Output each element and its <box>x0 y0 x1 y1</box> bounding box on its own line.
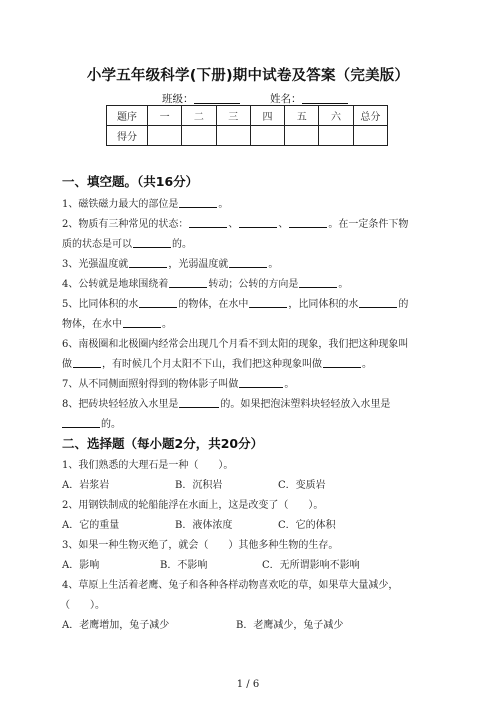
answer-blank[interactable] <box>249 298 287 308</box>
score-cell[interactable] <box>285 126 319 146</box>
question-text: 、 <box>228 219 239 230</box>
question-text: ，有时候几个月太阳不下山，我们把这种现象叫做 <box>102 359 322 370</box>
answer-blank[interactable] <box>139 298 177 308</box>
question-text: 2、物质有三种常见的状态： <box>62 219 189 230</box>
choice-option[interactable]: A．它的重量 <box>62 520 120 531</box>
question-text: 的 <box>398 299 409 310</box>
question-text: 3、光强温度就 <box>62 259 129 270</box>
score-header-cell: 六 <box>319 106 353 126</box>
question-line <box>62 255 278 270</box>
question-line <box>62 295 408 310</box>
answer-blank[interactable] <box>229 258 267 268</box>
answer-blank[interactable] <box>179 198 217 208</box>
score-header-cell: 一 <box>148 106 182 126</box>
question-text: 的。 <box>172 239 192 250</box>
answer-blank[interactable] <box>299 278 337 288</box>
class-blank[interactable] <box>194 103 240 104</box>
score-header-cell: 三 <box>216 106 250 126</box>
answer-blank[interactable] <box>179 398 219 408</box>
name-label: 姓名： <box>270 93 302 105</box>
question-text: 。 <box>218 199 229 210</box>
question-text: 物体，在水中 <box>62 319 122 330</box>
score-header-cell: 题序 <box>107 106 148 126</box>
question-line: （ ）。 <box>60 600 105 611</box>
class-label: 班级： <box>162 93 194 105</box>
question-text: ，比同体积的水 <box>288 299 359 310</box>
question-line: 3、如果一种生物灭绝了，就会（ ）其他多种生物的生存。 <box>62 540 339 551</box>
page-number: 1 / 6 <box>236 679 260 690</box>
question-text: 8、把砖块轻轻放入水里是 <box>62 399 179 410</box>
question-text: 、 <box>278 219 289 230</box>
answer-blank[interactable] <box>289 218 327 228</box>
choice-option[interactable]: B．沉积岩 <box>175 480 223 491</box>
question-text: 的。 <box>101 419 121 430</box>
score-cell[interactable] <box>319 126 353 146</box>
name-field <box>270 91 348 106</box>
choice-option[interactable]: C．它的体积 <box>278 520 336 531</box>
question-line: 4、草原上生活着老鹰、兔子和各种各样动物喜欢吃的草，如果草大量减少， <box>62 580 399 591</box>
score-table-header-row <box>107 106 388 126</box>
question-text: 4、公转就是地球围绕着 <box>62 279 169 290</box>
question-text: 5、比同体积的水 <box>62 299 139 310</box>
question-text: 。 <box>338 279 349 290</box>
question-text: 的。如果把泡沫塑料块轻轻放入水里是 <box>220 399 391 410</box>
answer-blank[interactable] <box>239 218 277 228</box>
question-line: 1、我们熟悉的大理石是一种（ ）。 <box>62 460 234 471</box>
question-line: 2、用钢铁制成的轮船能浮在水面上，这是改变了（ ）。 <box>62 500 324 511</box>
score-header-cell: 四 <box>250 106 284 126</box>
name-blank[interactable] <box>302 103 348 104</box>
section-1-title: 一、填空题。（共16分） <box>62 174 199 189</box>
question-text: 质的状态是可以 <box>62 239 132 250</box>
question-line <box>62 235 192 250</box>
choice-option[interactable]: A．老鹰增加，兔子减少 <box>62 620 170 631</box>
question-text: 。 <box>362 359 372 370</box>
answer-blank[interactable] <box>62 418 100 428</box>
page-title: 小学五年级科学(下册)期中试卷及答案（完美版） <box>86 68 410 84</box>
answer-blank[interactable] <box>133 238 171 248</box>
question-line <box>62 355 372 370</box>
answer-blank[interactable] <box>359 298 397 308</box>
question-text: 。在一定条件下物 <box>328 219 409 230</box>
score-cell[interactable] <box>353 126 387 146</box>
class-field <box>162 91 240 106</box>
question-line <box>62 275 348 290</box>
answer-blank[interactable] <box>239 378 283 388</box>
question-text: 转动；公转的方向是 <box>208 279 299 290</box>
question-text: ，光弱温度就 <box>168 259 229 270</box>
answer-blank[interactable] <box>189 218 227 228</box>
section-2-title: 二、选择题（每小题2分，共20分） <box>62 436 264 451</box>
choice-option[interactable]: A．岩浆岩 <box>62 480 110 491</box>
answer-blank[interactable] <box>323 358 361 368</box>
answer-blank[interactable] <box>123 318 161 328</box>
choice-option[interactable]: C．无所谓影响不影响 <box>262 560 360 571</box>
choice-option[interactable]: A．影响 <box>62 560 100 571</box>
question-line <box>62 415 121 430</box>
question-line <box>62 195 228 210</box>
choice-option[interactable]: B．不影响 <box>160 560 208 571</box>
question-text: 。 <box>162 319 172 330</box>
score-header-cell: 五 <box>285 106 319 126</box>
score-cell[interactable] <box>250 126 284 146</box>
question-text: 的物体，在水中 <box>178 299 249 310</box>
question-text: 。 <box>268 259 279 270</box>
question-line <box>62 315 172 330</box>
choice-option[interactable]: B．老鹰减少，兔子减少 <box>236 620 344 631</box>
answer-blank[interactable] <box>73 358 101 368</box>
question-line <box>62 375 294 390</box>
question-line <box>62 215 408 230</box>
score-header-cell: 总分 <box>353 106 387 126</box>
question-text: 。 <box>284 379 295 390</box>
score-header-cell: 二 <box>182 106 216 126</box>
choice-option[interactable]: B．液体浓度 <box>175 520 233 531</box>
question-text: 做 <box>62 359 72 370</box>
question-text: 6、南极圈和北极圈内经常会出现几个月看不到太阳的现象，我们把这种现象叫 <box>62 339 409 350</box>
score-cell[interactable] <box>182 126 216 146</box>
score-cell[interactable] <box>216 126 250 146</box>
score-cell[interactable] <box>148 126 182 146</box>
score-row-label: 得分 <box>107 126 148 146</box>
question-line <box>62 395 390 410</box>
question-text: 1、磁铁磁力最大的部位是 <box>62 199 179 210</box>
answer-blank[interactable] <box>169 278 207 288</box>
question-line <box>62 335 408 350</box>
question-text: 7、从不同侧面照射得到的物体影子叫做 <box>62 379 239 390</box>
score-table <box>106 105 388 146</box>
choice-option[interactable]: C．变质岩 <box>278 480 326 491</box>
score-table-score-row <box>107 126 388 146</box>
answer-blank[interactable] <box>129 258 167 268</box>
